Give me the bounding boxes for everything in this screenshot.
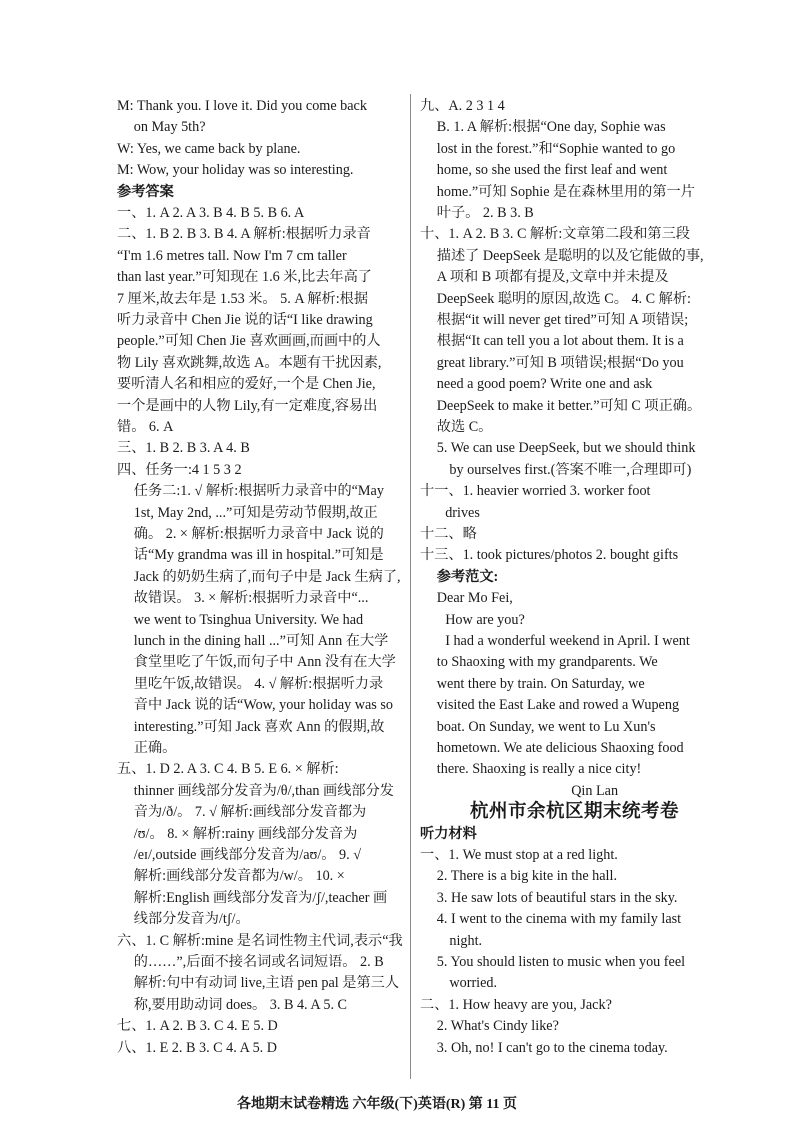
text-line: 三、1. B 2. B 3. A 4. B [117, 440, 250, 457]
text-line: M: Thank you. I love it. Did you come back [117, 98, 367, 114]
text-line: 描述了 DeepSeek 是聪明的以及它能做的事, [436, 247, 704, 264]
text-line: 七、1. A 2. B 3. C 4. E 5. D [117, 1018, 278, 1035]
text-line: 六、1. C 解析:mine 是名词性物主代词,表示“我 [117, 932, 403, 949]
text-line: 四、任务一:4 1 5 3 2 [117, 461, 242, 478]
text-line: How are you? [445, 611, 525, 628]
text-line: 里吃午饭,故错误。 4. √ 解析:根据听力录 [133, 675, 384, 692]
text-line: 7 厘米,故去年是 1.53 米。 5. A 解析:根据 [117, 290, 369, 307]
text-line: need a good poem? Write one and ask [436, 376, 653, 393]
text-line: 音中 Jack 说的话“Wow, your holiday was so [133, 697, 393, 714]
text-line: 一、1. We must stop at a red light. [420, 847, 618, 863]
text-line: /ʊ/。 8. × 解析:rainy 画线部分发音为 [133, 825, 358, 842]
text-line: “I'm 1.6 metres tall. Now I'm 7 cm taller [117, 247, 347, 264]
text-line: 话“My grandma was ill in hospital.”可知是 [133, 547, 384, 564]
text-line: 5. We can use DeepSeek, but we should think [436, 440, 696, 457]
text-line: 5. You should listen to music when you feel [436, 954, 686, 970]
text-line: A 项和 B 项都有提及,文章中并未提及 [436, 269, 669, 286]
text-line: 叶子。 2. B 3. B [436, 205, 534, 221]
text-line: great library.”可知 B 项错误;根据“Do you [436, 354, 684, 371]
text-line: we went to Tsinghua University. We had [133, 611, 364, 628]
text-line: 一个是画中的人物 Lily,有一定难度,容易出 [117, 397, 378, 414]
text-line: home, so she used the first leaf and went [436, 162, 668, 179]
text-line: B. 1. A 解析:根据“One day, Sophie was [436, 119, 666, 136]
text-line: I had a wonderful weekend in April. I went [445, 633, 690, 649]
text-line: 二、1. How heavy are you, Jack? [420, 996, 612, 1013]
text-line: there. Shaoxing is really a nice city! [436, 761, 642, 778]
text-line: 错。 6. A [117, 419, 174, 435]
text-line: 确。 2. × 解析:根据听力录音中 Jack 说的 [133, 526, 384, 542]
column-divider [410, 94, 411, 1079]
text-line: Jack 的奶奶生病了,而句子中是 Jack 生病了, [133, 568, 401, 585]
text-line: thinner 画线部分发音为/θ/,than 画线部分发 [133, 782, 394, 799]
text-line: 二、1. B 2. B 3. B 4. A 解析:根据听力录音 [117, 226, 371, 243]
page-footer: 各地期末试卷精选 六年级(下)英语(R) 第 11 页 [237, 1097, 517, 1112]
text-line: by ourselves first.(答案不唯一,合理即可) [449, 461, 692, 478]
text-line: 听力材料 [420, 825, 477, 842]
text-line: M: Wow, your holiday was so interesting. [117, 162, 354, 179]
text-line: 八、1. E 2. B 3. C 4. A 5. D [117, 1039, 278, 1056]
text-line: 五、1. D 2. A 3. C 4. B 5. E 6. × 解析: [117, 761, 339, 778]
text-line: 食堂里吃了午饭,而句子中 Ann 没有在大学 [133, 654, 396, 671]
text-line: on May 5th? [133, 119, 206, 136]
text-line: 音为/ð/。 7. √ 解析:画线部分发音都为 [133, 804, 367, 821]
text-line: visited the East Lake and rowed a Wupeng [436, 697, 680, 714]
text-line: boat. On Sunday, we went to Lu Xun's [436, 718, 656, 735]
text-line: 十一、1. heavier worried 3. worker foot [420, 483, 651, 500]
text-line: /eɪ/,outside 画线部分发音为/aʊ/。 9. √ [133, 847, 361, 863]
text-line: 正确。 [133, 740, 177, 756]
text-line: 1st, May 2nd, ...”可知是劳动节假期,故正 [133, 504, 378, 521]
text-line: 称,要用助动词 does。 3. B 4. A 5. C [133, 996, 348, 1013]
text-line: than last year.”可知现在 1.6 米,比去年高了 [117, 269, 372, 286]
text-line: 任务二:1. √ 解析:根据听力录音中的“May [133, 483, 384, 500]
text-line: Dear Mo Fei, [436, 590, 513, 607]
text-line: 3. Oh, no! I can't go to the cinema today. [436, 1039, 668, 1056]
text-line: 物 Lily 喜欢跳舞,故选 A。本题有干扰因素, [117, 354, 382, 371]
text-line: DeepSeek to make it better.”可知 C 项正确。 [436, 397, 702, 414]
text-line: 参考范文: [436, 568, 499, 585]
text-line: 故错误。 3. × 解析:根据听力录音中“... [133, 590, 369, 607]
text-line: 根据“it will never get tired”可知 A 项错误; [436, 312, 689, 328]
text-line: 要听清人名和相应的爱好,一个是 Chen Jie, [117, 376, 376, 393]
text-line: 4. I went to the cinema with my family last [436, 911, 682, 928]
text-line: 解析:画线部分发音都为/w/。 10. × [133, 868, 345, 885]
text-line: 的……”,后面不接名词或名词短语。 2. B [133, 954, 384, 970]
text-line: worried. [449, 975, 498, 992]
text-line: interesting.”可知 Jack 喜欢 Ann 的假期,故 [133, 718, 385, 735]
text-line: 参考答案 [117, 183, 174, 200]
text-line: 3. He saw lots of beautiful stars in the sky. [436, 889, 678, 906]
text-line: 一、1. A 2. A 3. B 4. B 5. B 6. A [117, 205, 305, 221]
text-line: lunch in the dining hall ...”可知 Ann 在大学 [133, 633, 389, 649]
text-line: night. [449, 932, 483, 949]
text-line: to Shaoxing with my grandparents. We [436, 654, 658, 671]
text-line: 解析:句中有动词 live,主语 pen pal 是第三人 [133, 975, 400, 992]
text-line: 线部分发音为/tʃ/。 [133, 911, 250, 928]
text-line: 九、A. 2 3 1 4 [420, 98, 505, 114]
text-line: 听力录音中 Chen Jie 说的话“I like drawing [117, 312, 373, 328]
text-line: hometown. We ate delicious Shaoxing food [436, 740, 684, 756]
text-line: Qin Lan [571, 782, 619, 799]
text-line: 2. What's Cindy like? [436, 1018, 559, 1035]
text-line: 十二、略 [420, 526, 477, 542]
text-line: 2. There is a big kite in the hall. [436, 868, 617, 885]
text-line: W: Yes, we came back by plane. [117, 140, 301, 157]
text-line: home.”可知 Sophie 是在森林里用的第一片 [436, 183, 695, 200]
text-line: 十三、1. took pictures/photos 2. bought gifts [420, 547, 679, 564]
text-line: 故选 C。 [436, 419, 493, 435]
text-line: 根据“It can tell you a lot about them. It is a [436, 333, 684, 350]
text-line: DeepSeek 聪明的原因,故选 C。 4. C 解析: [436, 290, 691, 307]
text-line: lost in the forest.”和“Sophie wanted to go [436, 140, 676, 157]
text-line: drives [445, 504, 480, 521]
text-line: 十、1. A 2. B 3. C 解析:文章第二段和第三段 [420, 226, 690, 243]
section-title: 杭州市余杭区期末统考卷 [470, 802, 680, 823]
text-line: went there by train. On Saturday, we [436, 675, 645, 692]
text-line: people.”可知 Chen Jie 喜欢画画,而画中的人 [117, 333, 381, 350]
text-line: 解析:English 画线部分发音为/ʃ/,teacher 画 [133, 889, 388, 906]
